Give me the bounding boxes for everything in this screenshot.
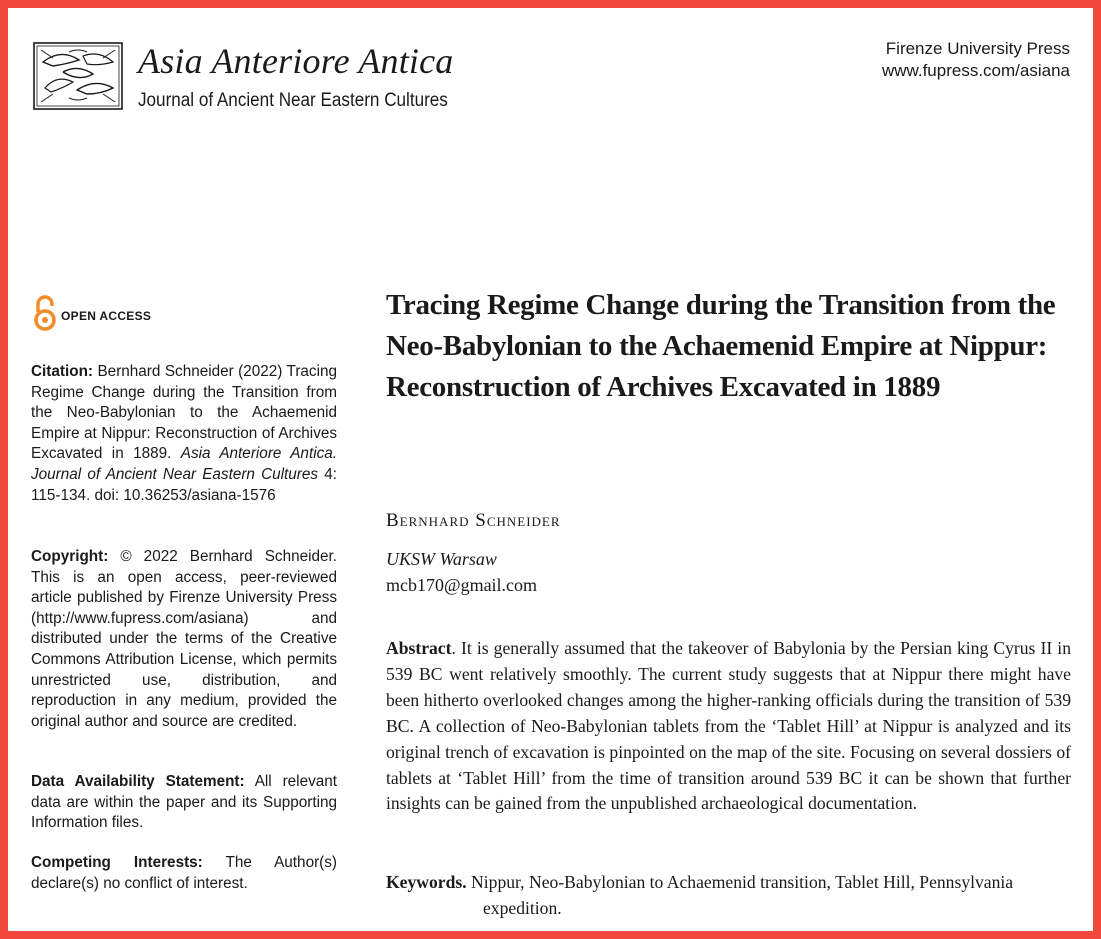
copyright-block — [31, 547, 337, 732]
citation-text: Bernhard Schneider (2022) Tracing Regime Change during the Transition from the Neo-Babylonian to the Achaemenid Empire at Nippur: Reconstruction of Archives Excavated in 1889. — [31, 363, 337, 463]
data-availability-block — [31, 772, 337, 834]
fish-seal-logo-icon — [33, 42, 123, 110]
open-access-lock-icon — [33, 294, 57, 337]
publisher-url[interactable]: www.fupress.com/asiana — [881, 61, 1070, 80]
abstract-label: Abstract — [386, 638, 452, 658]
keywords — [386, 869, 1071, 921]
publisher-block — [882, 38, 1070, 82]
data-availability-label: Data Availability Statement: — [31, 773, 245, 790]
publisher-name: Firenze University Press — [885, 39, 1070, 58]
citation-label: Citation: — [31, 363, 94, 380]
journal-title: Asia Anteriore Antica — [138, 41, 454, 81]
journal-subtitle: Journal of Ancient Near Eastern Cultures — [138, 90, 448, 111]
abstract — [386, 636, 1071, 817]
abstract-text: . It is generally assumed that the takeover of Babylonia by the Persian king Cyrus II in 539 BC went relatively smoothly. The current study suggests that at Nippur there might have been hitherto overlooked changes among the higher-ranking officials during the transition of 539 BC. A collection of Neo-Babylonian tablets from the ‘Tablet Hill’ at Nippur is analyzed and its original trench of excavation is pinpointed on the map of the site. Focusing on several dossiers of tablets at ‘Tablet Hill’ from the time of transition around 539 BC it can be shown that further insights can be gained from the unpublished archaeological documentation. — [386, 638, 1071, 814]
competing-interests-block — [31, 853, 337, 894]
competing-interests-label: Competing Interests: — [31, 854, 203, 871]
data-availability-text: All relevant data are within the paper and its Supporting Information files. — [31, 773, 338, 832]
author-email[interactable]: mcb170@gmail.com — [386, 575, 538, 595]
author-name: Bernhard Schneider — [386, 510, 561, 531]
open-access-label: OPEN ACCESS — [61, 308, 152, 323]
keywords-label: Keywords. — [386, 872, 467, 892]
copyright-label: Copyright: — [31, 548, 109, 565]
copyright-text: © 2022 Bernhard Schneider. This is an open access, peer-reviewed article published by Firenze University Press (http://www.fupress.com/asiana) and distributed under the terms of the Creative Commons Attribution License, which permits unrestricted use, distribution, and reproduction in any medium, provided the original author and source are credited. — [31, 548, 338, 730]
citation-journal: Asia Anteriore Antica. Journal of Ancient Near Eastern Cultures — [31, 445, 337, 483]
keywords-text: Nippur, Neo-Babylonian to Achaemenid transition, Tablet Hill, Pennsylvania expedition. — [471, 872, 1014, 918]
citation-block — [31, 362, 337, 506]
competing-interests-text: The Author(s) declare(s) no conflict of interest. — [31, 854, 338, 892]
open-access-badge — [33, 294, 151, 337]
citation-doi[interactable]: 4: 115-134. doi: 10.36253/asiana-1576 — [31, 465, 337, 504]
author-affiliation: UKSW Warsaw — [386, 549, 497, 569]
article-title: Tracing Regime Change during the Transition from the Neo-Babylonian to the Achaemenid Empire at Nippur: Reconstruction of Archives Excavated in 1889 — [386, 289, 1056, 403]
